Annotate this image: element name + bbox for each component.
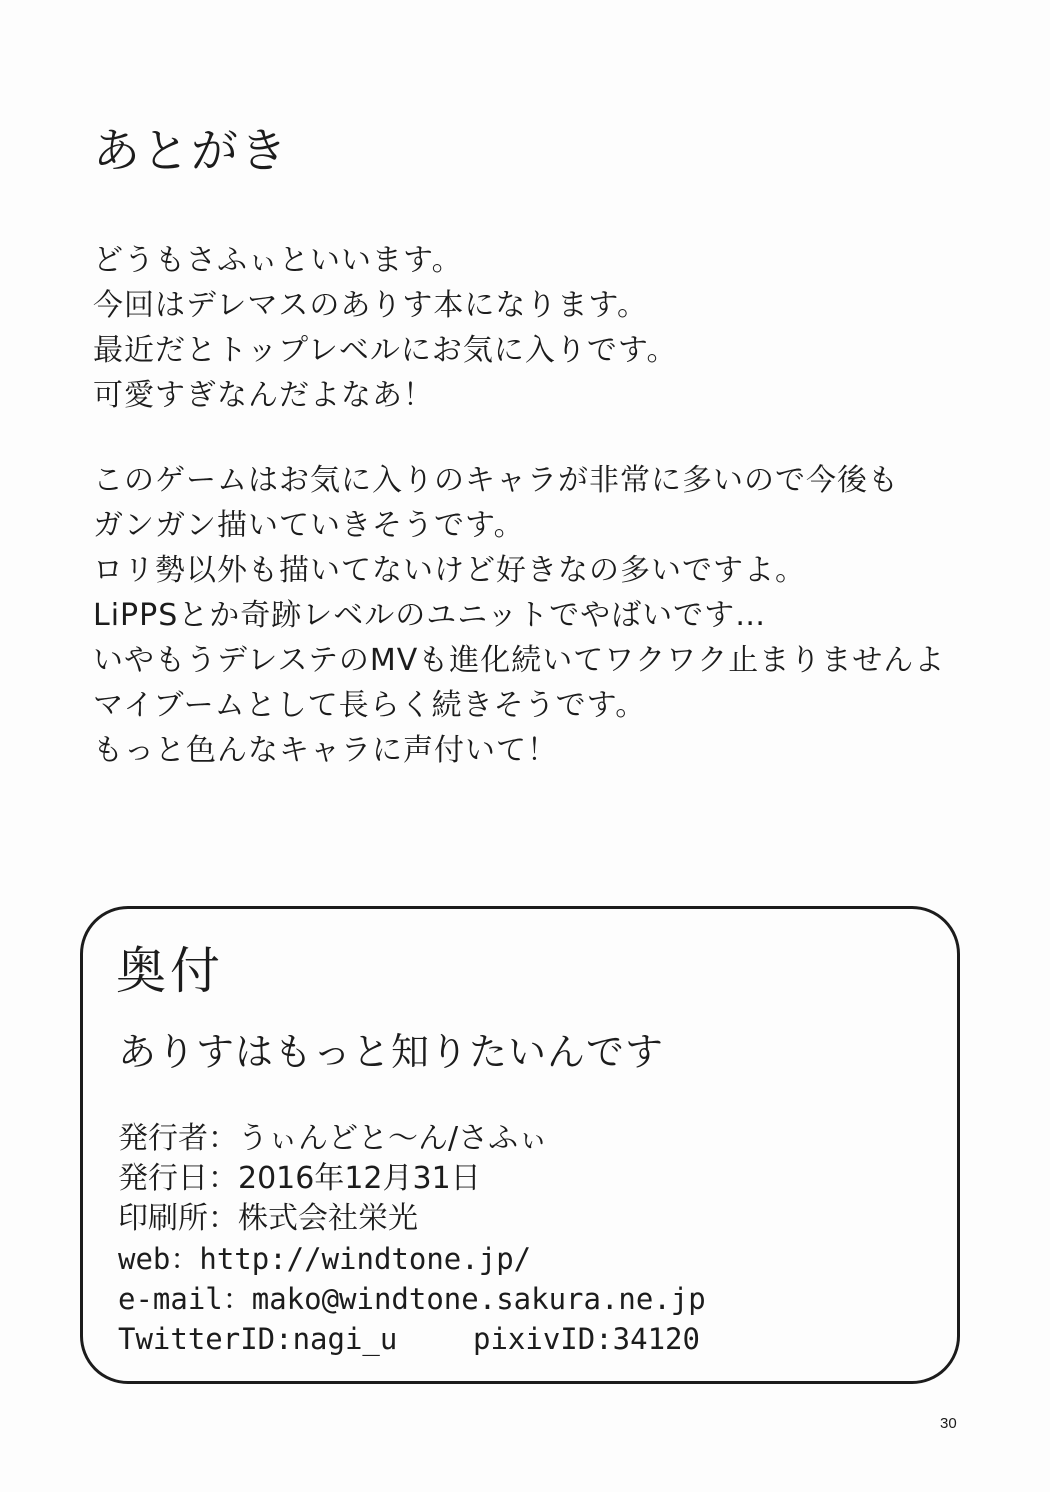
publisher-line: 発行者：うぃんどと～ん/さふぃ bbox=[118, 1121, 549, 1156]
social-ids-line bbox=[118, 1319, 706, 1359]
book-title: ありすはもっと知りたいんです bbox=[118, 1030, 665, 1074]
afterword-line: ロリ勢以外も描いてないけど好きなの多いですよ。 bbox=[93, 553, 806, 588]
twitter-id: TwitterID:nagi_u bbox=[118, 1322, 398, 1356]
afterword-line: マイブームとして長らく続きそうです。 bbox=[93, 688, 647, 723]
afterword-line: このゲームはお気に入りのキャラが非常に多いので今後も bbox=[93, 463, 899, 498]
page-number: 30 bbox=[940, 1415, 957, 1432]
afterword-paragraph-2 bbox=[93, 458, 973, 773]
afterword-line: LiPPSとか奇跡レベルのユニットでやばいです… bbox=[93, 598, 767, 633]
printer-line: 印刷所：株式会社栄光 bbox=[118, 1201, 418, 1236]
pixiv-id: pixivID:34120 bbox=[473, 1322, 700, 1356]
afterword-line: どうもさふぃといいます。 bbox=[93, 243, 463, 278]
afterword-line: ガンガン描いていきそうです。 bbox=[93, 508, 525, 543]
afterword-line: もっと色んなキャラに声付いて！ bbox=[93, 733, 558, 768]
colophon-heading: 奥付 bbox=[116, 942, 224, 1000]
colophon-box bbox=[80, 906, 960, 1384]
afterword-paragraph-1 bbox=[93, 238, 973, 418]
publish-date-line: 発行日：2016年12月31日 bbox=[118, 1161, 481, 1196]
afterword-line: 最近だとトップレベルにお気に入りです。 bbox=[93, 333, 678, 368]
afterword-body bbox=[93, 238, 973, 813]
afterword-line: いやもうデレステのMVも進化続いてワクワク止まりませんよ bbox=[93, 643, 946, 678]
colophon-info bbox=[118, 1119, 706, 1359]
afterword-line: 可愛すぎなんだよなあ！ bbox=[93, 378, 434, 413]
web-line: web：http://windtone.jp/ bbox=[118, 1242, 532, 1276]
email-line: e-mail：mako@windtone.sakura.ne.jp bbox=[118, 1282, 706, 1316]
afterword-title: あとがき bbox=[93, 124, 289, 179]
afterword-line: 今回はデレマスのありす本になります。 bbox=[93, 288, 648, 323]
